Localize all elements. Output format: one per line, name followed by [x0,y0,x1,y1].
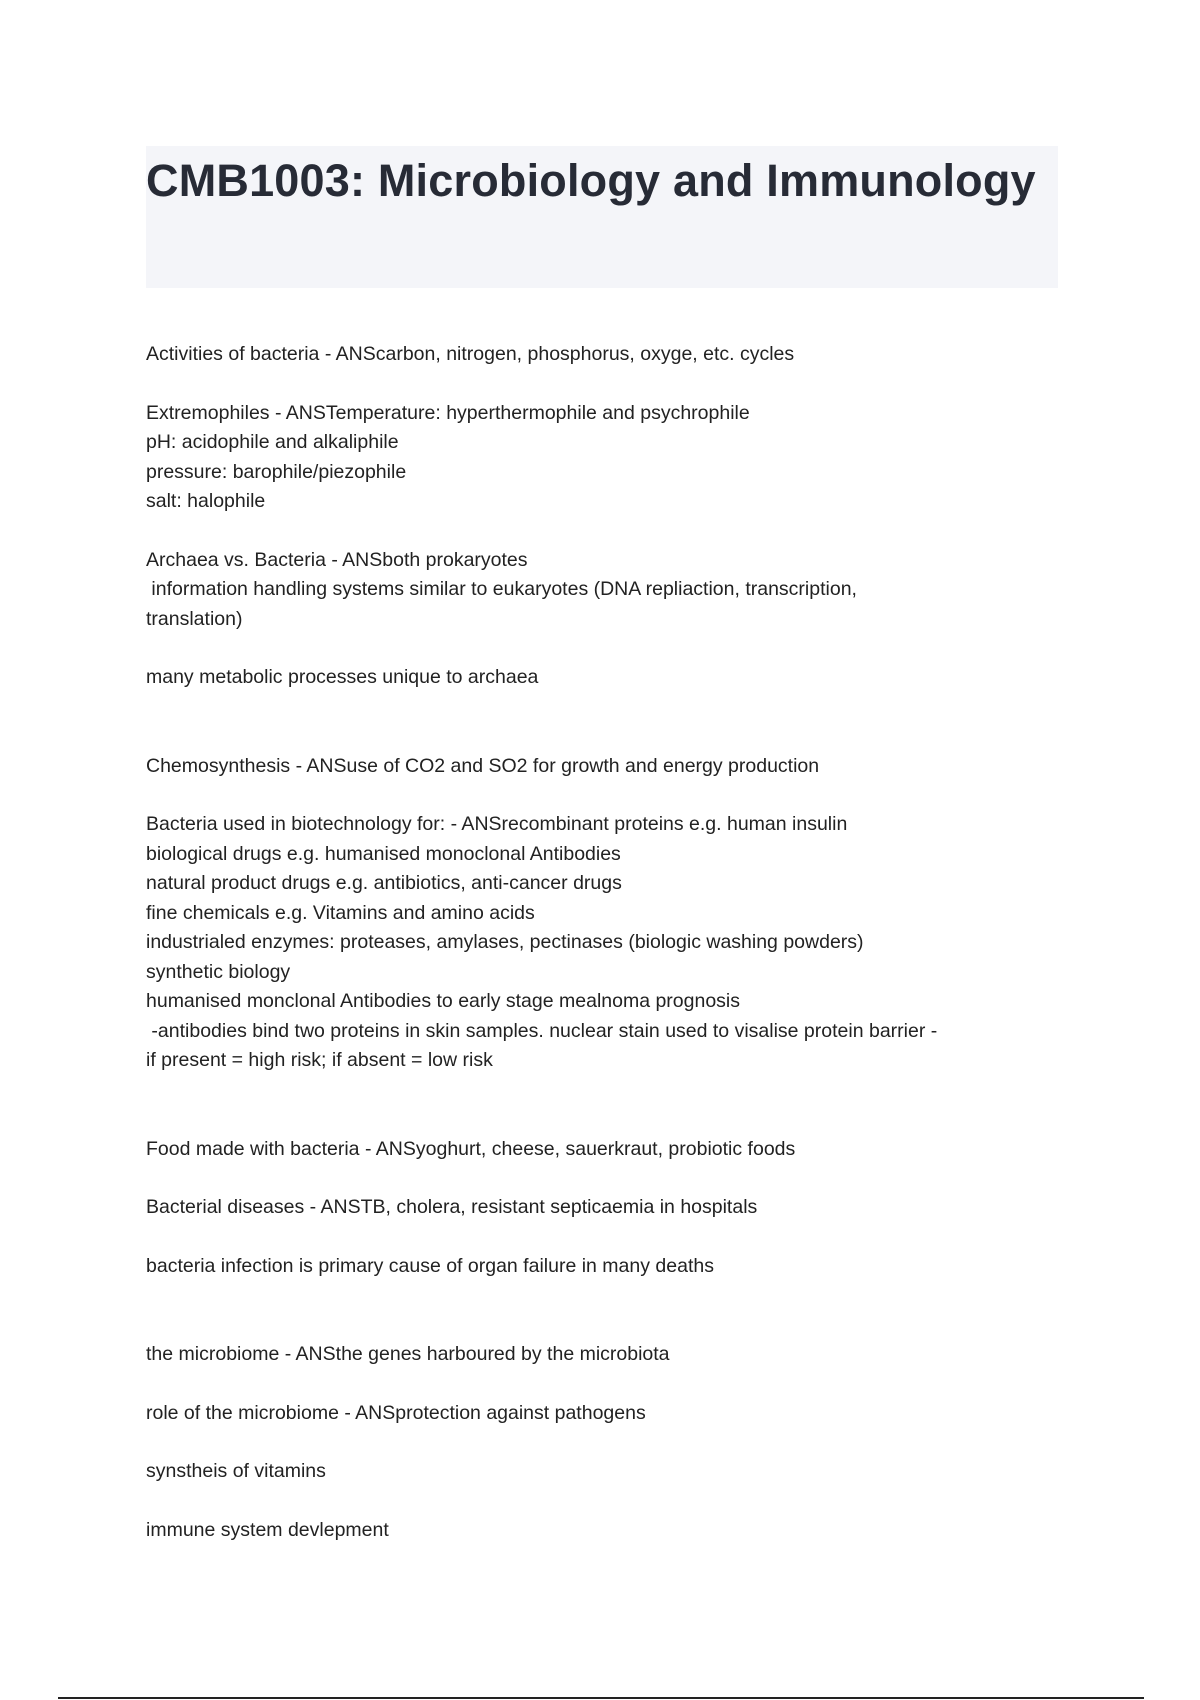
entry-line: industrialed enzymes: proteases, amylases, pectinases (biologic washing powders) [146,931,864,953]
entry-line: Chemosynthesis - ANSuse of CO2 and SO2 for growth and energy production [146,754,820,777]
qa-entry [146,399,1066,517]
spacer [146,1428,1066,1457]
document-title: CMB1003: Microbiology and Immunology [146,155,1036,206]
qa-entry [146,340,1066,370]
entry-line: Archaea vs. Bacteria - ANSboth prokaryotes [146,548,528,571]
qa-entry [146,1457,1066,1487]
entry-line: Activities of bacteria - ANScarbon, nitrogen, phosphorus, oxyge, etc. cycles [146,343,795,365]
entry-line: natural product drugs e.g. antibiotics, anti-cancer drugs [146,872,622,894]
qa-entry [146,1516,1066,1546]
entry-line: Bacterial diseases - ANSTB, cholera, resistant septicaemia in hospitals [146,1196,758,1218]
entry-line: -antibodies bind two proteins in skin samples. nuclear stain used to visalise protein barrier - [146,1019,938,1042]
entry-line: salt: halophile [146,490,266,512]
entry-line: humanised monclonal Antibodies to early stage mealnoma prognosis [146,990,741,1012]
spacer [146,1281,1066,1340]
entry-line: translation) [146,607,243,630]
qa-entry [146,1135,1066,1165]
entry-line: biological drugs e.g. humanised monoclonal Antibodies [146,842,621,865]
entry-line: pressure: barophile/piezophile [146,460,407,483]
spacer [146,1370,1066,1399]
spacer [146,1164,1066,1193]
entry-line: information handling systems similar to eukaryotes (DNA repliaction, transcription, [146,578,857,600]
spacer [146,1487,1066,1516]
entry-line: Food made with bacteria - ANSyoghurt, cheese, sauerkraut, probiotic foods [146,1137,796,1160]
spacer [146,693,1066,752]
entry-line: fine chemicals e.g. Vitamins and amino acids [146,901,535,924]
qa-entry [146,752,1066,782]
spacer [146,781,1066,810]
entry-line: if present = high risk; if absent = low risk [146,1049,493,1071]
document-body [146,340,1066,1545]
entry-line: the microbiome - ANSthe genes harboured by the microbiota [146,1343,670,1365]
entry-line: many metabolic processes unique to archaea [146,666,539,688]
title-banner [146,146,1058,288]
entry-line: synthetic biology [146,960,291,983]
entry-line: pH: acidophile and alkaliphile [146,431,399,453]
spacer [146,634,1066,663]
qa-entry [146,546,1066,635]
entry-line: Bacteria used in biotechnology for: - ANSrecombinant proteins e.g. human insulin [146,813,848,835]
entry-line: bacteria infection is primary cause of organ failure in many deaths [146,1254,714,1277]
qa-entry [146,1340,1066,1370]
spacer [146,370,1066,399]
qa-entry [146,810,1066,1076]
footer-divider [58,1697,1144,1699]
qa-entry [146,1193,1066,1223]
spacer [146,517,1066,546]
spacer [146,1223,1066,1252]
qa-entry [146,663,1066,693]
entry-line: synstheis of vitamins [146,1460,326,1482]
qa-entry [146,1399,1066,1429]
entry-line: role of the microbiome - ANSprotection against pathogens [146,1401,646,1424]
spacer [146,1076,1066,1135]
entry-line: Extremophiles - ANSTemperature: hyperthermophile and psychrophile [146,401,750,424]
qa-entry [146,1252,1066,1282]
entry-line: immune system devlepment [146,1518,389,1541]
